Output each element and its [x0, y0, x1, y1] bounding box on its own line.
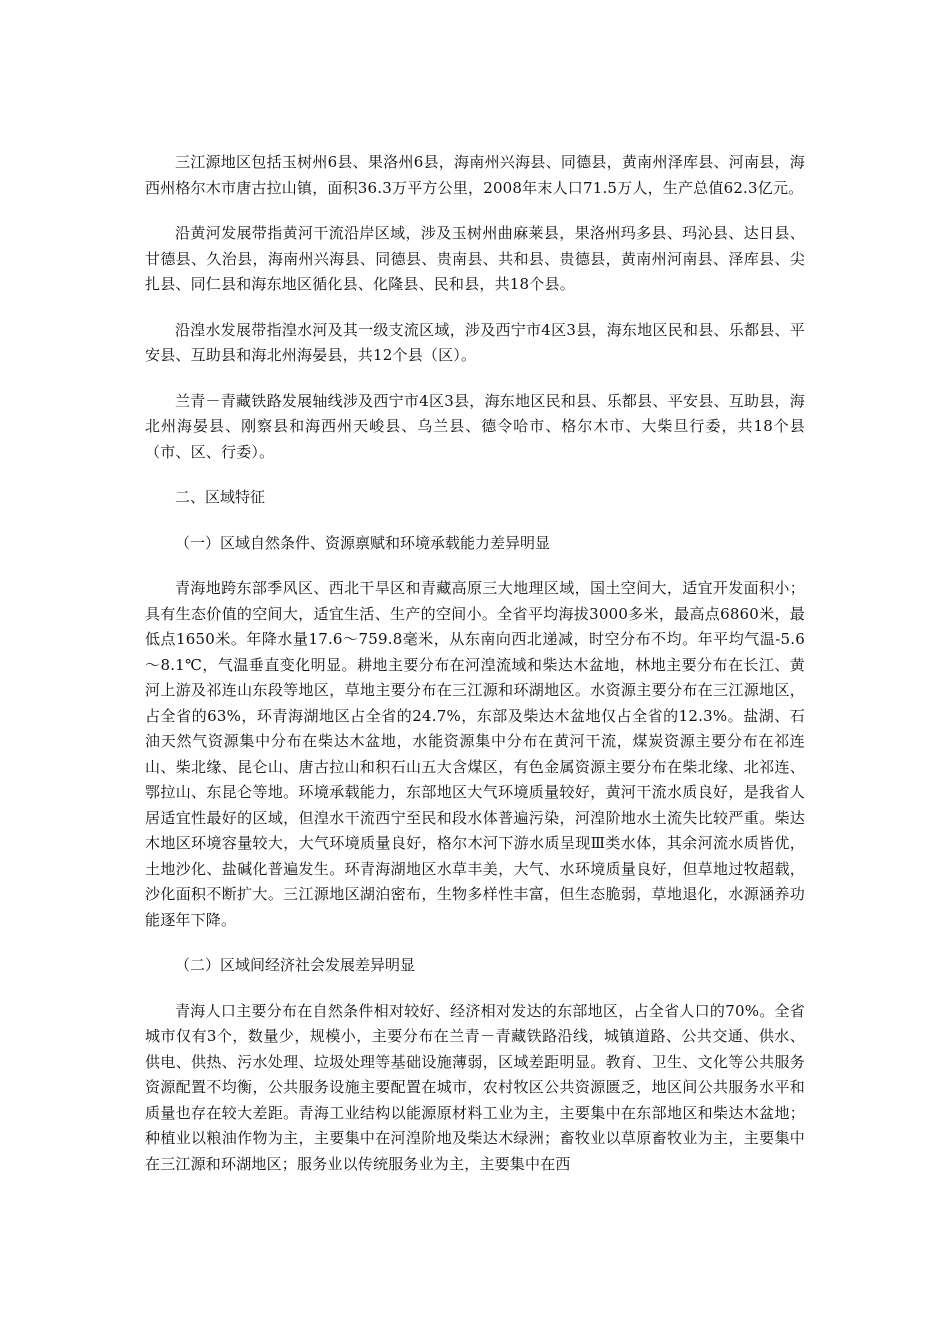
section-heading: 二、区域特征 [175, 488, 266, 506]
paragraph-huangshui-belt: 沿湟水发展带指湟水河及其一级支流区域，涉及西宁市4区3县，海东地区民和县、乐都县、平安县、互助县和海北州海晏县，共12个县（区）。 [145, 320, 805, 364]
paragraph-gap [145, 369, 805, 389]
paragraph-gap [145, 201, 805, 221]
paragraph-railway-axis: 兰青－青藏铁路发展轴线涉及西宁市4区3县，海东地区民和县、乐都县、平安县、互助县，海北州海晏县、刚察县和海西州天峻县、乌兰县、德令哈市、格尔木市、大柴旦行委，共18个县（市、区、行委）。 [145, 391, 805, 461]
paragraph-gap [145, 979, 805, 999]
paragraph-gap [145, 465, 805, 485]
paragraph-yellow-river-belt: 沿黄河发展带指黄河干流沿岸区域，涉及玉树州曲麻莱县，果洛州玛多县、玛沁县、达日县、甘德县、久治县，海南州兴海县、同德县、贵南县、共和县、贵德县，黄南州河南县、泽库县、尖扎县、同仁县和海东地区循化县、化隆县、民和县，共18个县。 [145, 224, 805, 293]
paragraph-gap [145, 933, 805, 953]
paragraph-sanjiangyuan: 三江源地区包括玉树州6县、果洛州6县，海南州兴海县、同德县，黄南州泽库县、河南县，海西州格尔木市唐古拉山镇，面积36.3万平方公里，2008年末人口71.5万人，生产总值62.3亿元。 [145, 153, 805, 197]
paragraph-gap [145, 511, 805, 531]
subsection-heading-economic: （二）区域间经济社会发展差异明显 [175, 956, 416, 974]
paragraph-gap [145, 298, 805, 318]
document-page [145, 150, 805, 1177]
subsection-heading-natural: （一）区域自然条件、资源禀赋和环境承载能力差异明显 [175, 533, 551, 552]
paragraph-economic-differences: 青海人口主要分布在自然条件相对较好、经济相对发达的东部地区，占全省人口的70%。全省城市仅有3个，数量少，规模小，主要分布在兰青－青藏铁路沿线，城镇道路、公共交通、供水、供电、供热、污水处理、垃圾处理等基础设施薄弱，区域差距明显。教育、卫生、文化等公共服务资源配置不均衡，公共服务设施主要配置在城市，农村牧区公共资源匮乏，地区间公共服务水平和质量也存在较大差距。青海工业结构以能源原材料工业为主，主要集中在东部地区和柴达木盆地；种植业以粮油作物为主，主要集中在河湟阶地及柴达木绿洲；畜牧业以草原畜牧业为主，主要集中在三江源和环湖地区；服务业以传统服务业为主，主要集中在西 [145, 1001, 805, 1173]
paragraph-natural-conditions: 青海地跨东部季风区、西北干旱区和青藏高原三大地理区域，国土空间大，适宜开发面积小；具有生态价值的空间大，适宜生活、生产的空间小。全省平均海拔3000多米，最高点6860米，最低点1650米。年降水量17.6～759.8毫米，从东南向西北递减，时空分布不均。年平均气温-5.6～8.1℃，气温垂直变化明显。耕地主要分布在河湟流域和柴达木盆地，林地主要分布在长江、黄河上游及祁连山东段等地区，草地主要分布在三江源和环湖地区。水资源主要分布在三江源地区，占全省的63%，环青海湖地区占全省的24.7%，东部及柴达木盆地仅占全省的12.3%。盐湖、石油天然气资源集中分布在柴达木盆地，水能资源集中分布在黄河干流，煤炭资源主要分布在祁连山、柴北缘、昆仑山、唐古拉山和积石山五大含煤区，有色金属资源主要分布在柴北缘、北祁连、鄂拉山、东昆仑等地。环境承载能力，东部地区大气环境质量较好，黄河干流水质良好，是我省人居适宜性最好的区域，但湟水干流西宁至民和段水体普遍污染，河湟阶地水土流失比较严重。柴达木地区环境容量较大，大气环境质量良好，格尔木河下游水质呈现Ⅲ类水体，其余河流水质皆优，土地沙化、盐碱化普遍发生。环青海湖地区水草丰美，大气、水环境质量良好，但草地过牧超载，沙化面积不断扩大。三江源地区湖泊密布，生物多样性丰富，但生态脆弱，草地退化，水源涵养功能逐年下降。 [145, 579, 805, 929]
paragraph-gap [145, 556, 805, 576]
